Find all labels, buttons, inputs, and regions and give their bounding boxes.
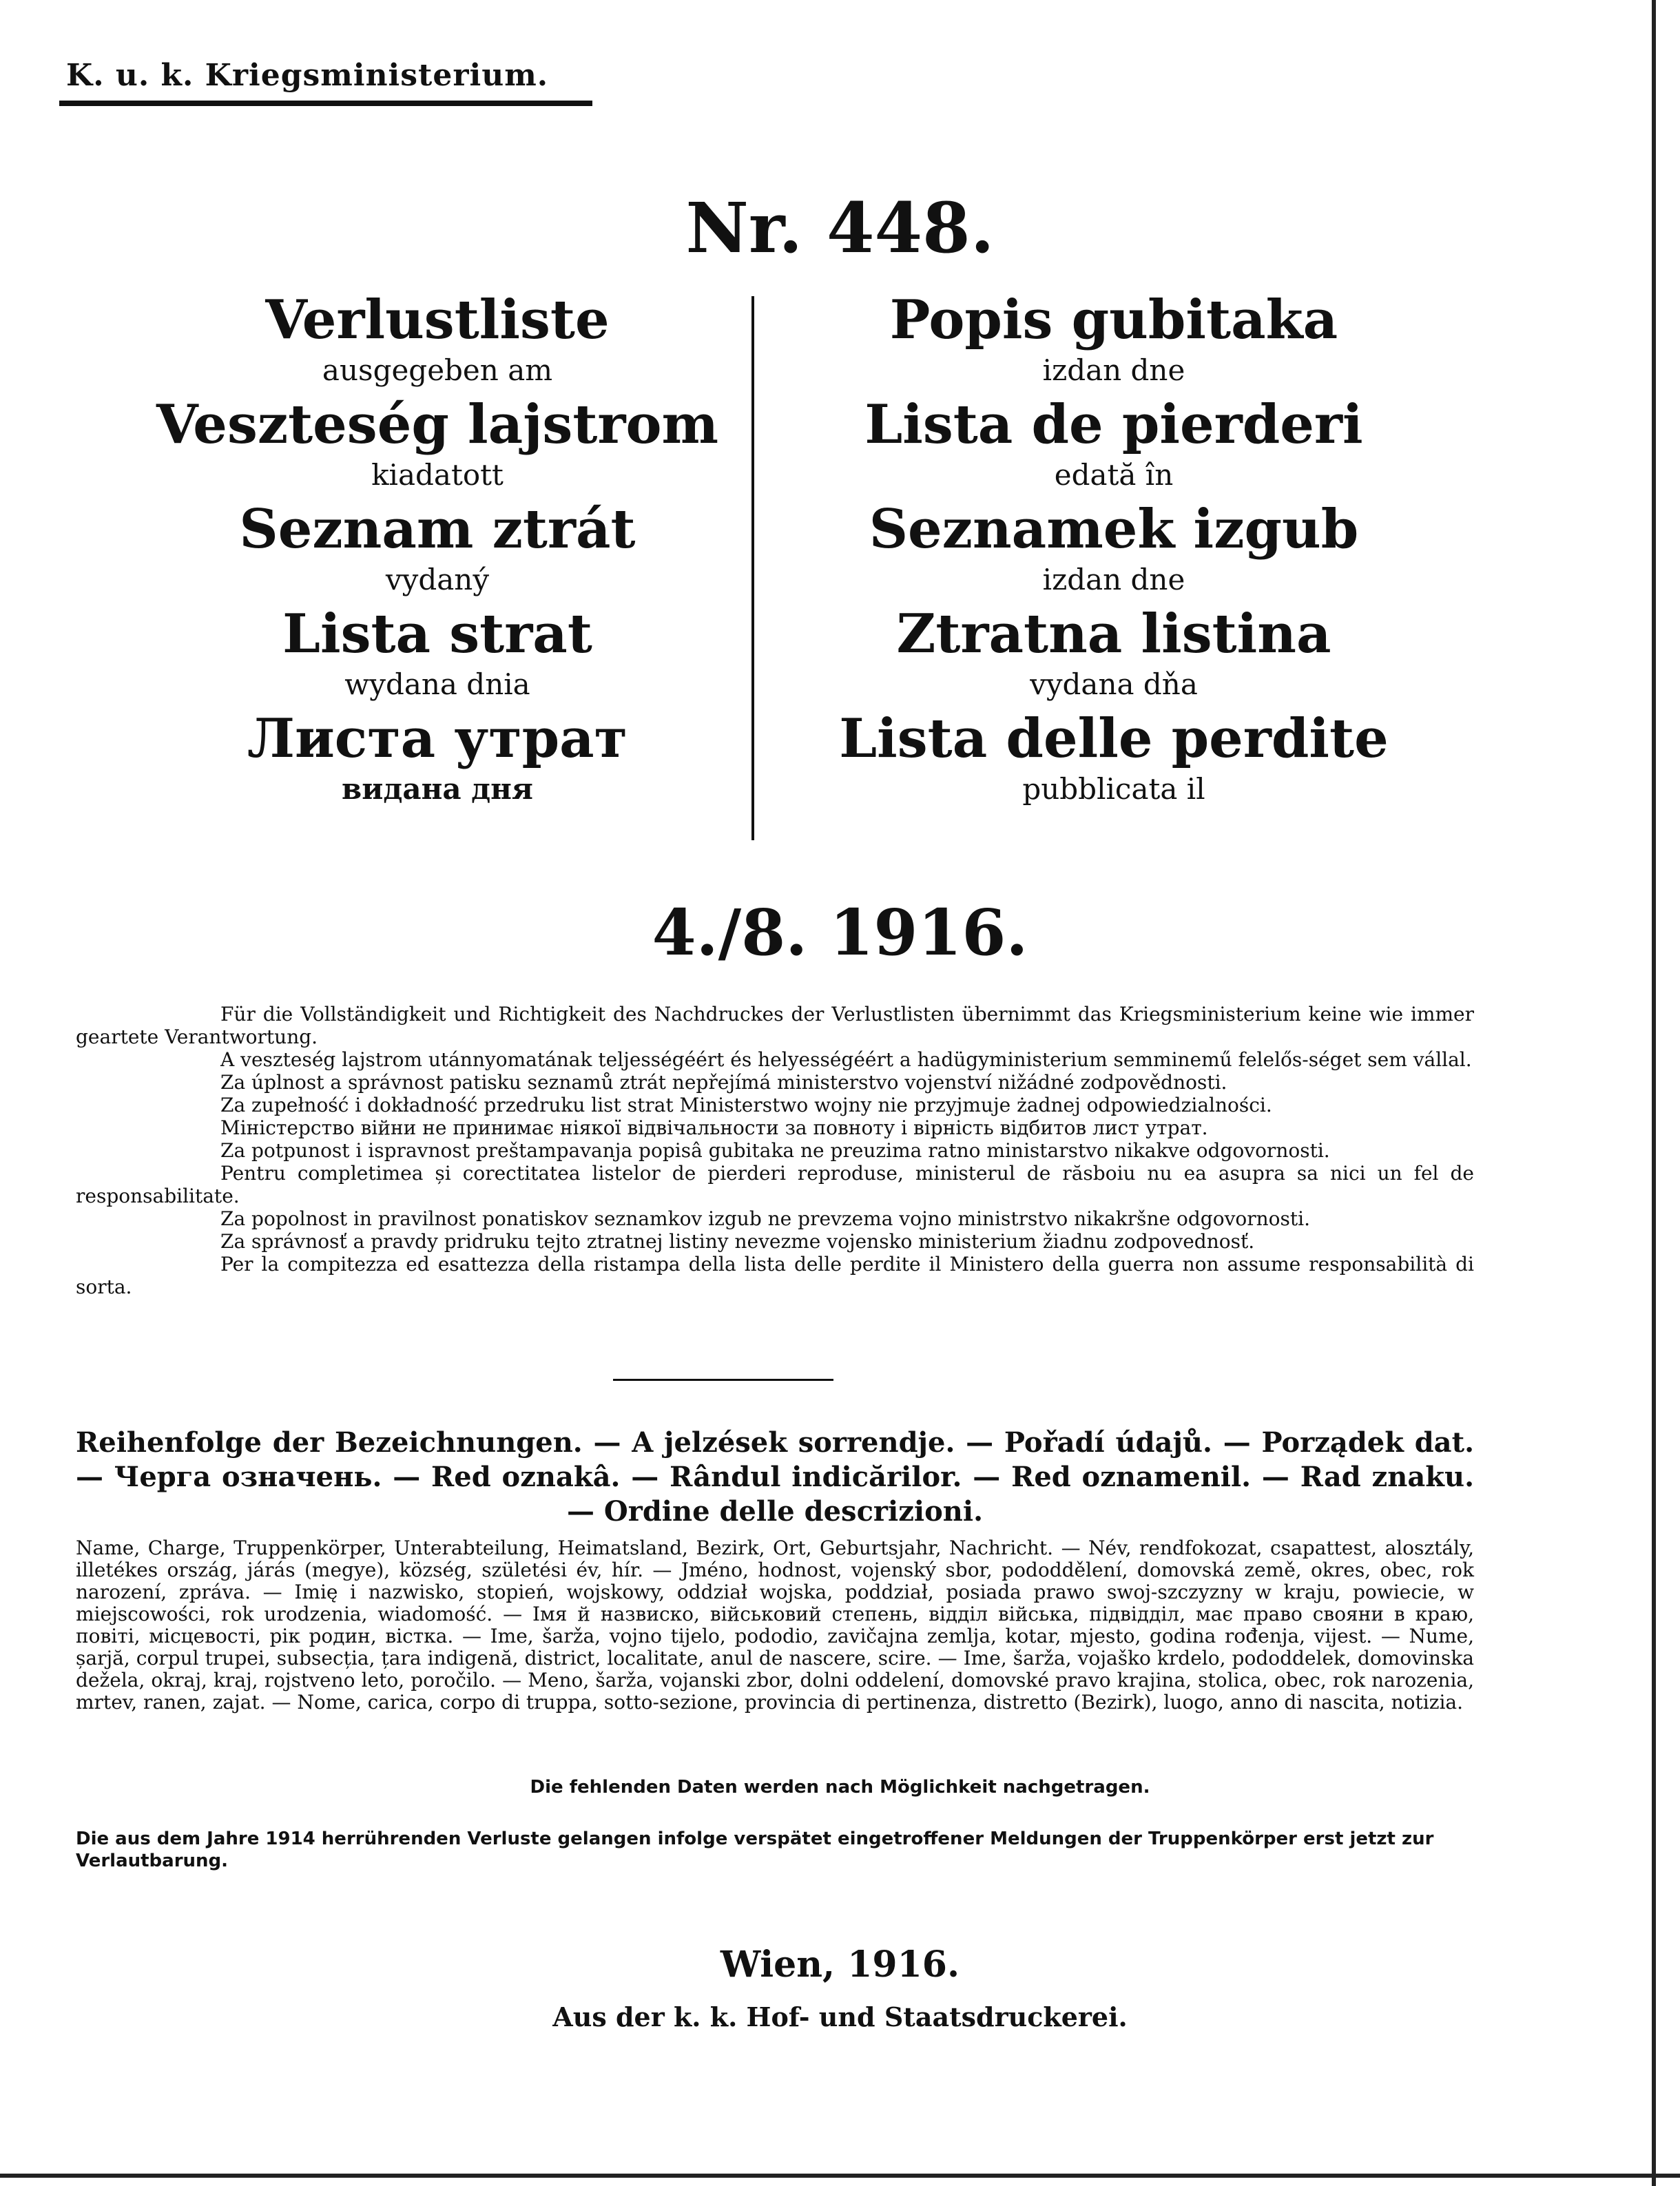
title-slovenian: Seznamek izgub [869,498,1359,561]
title-czech: Seznam ztrát [239,498,636,561]
printer-imprint: Aus der k. k. Hof- und Staatsdruckerei. [552,2001,1128,2032]
order-of-designations-title: Reihenfolge der Bezeichnungen. — A jelzések sorrendje. — Pořadí údajů. — Porządek dat. — Черга означень. — Red oznakâ. — Rândul indicărilor. — Red oznamenil. — Rad znaku. — Ordine delle descrizioni. [76,1426,1474,1528]
title-hungarian: Veszteség lajstrom [156,393,719,456]
subtitle-german: ausgegeben am [322,353,553,387]
disclaimer-paragraph: Za správnosť a pravdy pridruku tejto ztratnej listiny nevezme vojensko ministerium žiadnu zodpovednosť. [220,1230,1255,1253]
title-ruthenian: Листа утрат [247,707,628,770]
disclaimer-paragraph: Für die Vollständigkeit und Richtigkeit des Nachdruckes der Verlustlisten übernimmt das Kriegsministerium keine wie immer geartete Verantwortung. [76,1003,1474,1048]
disclaimer-paragraph: Za zupełność i dokładność przedruku list strat Ministerstwo wojny nie przyjmuje żadnej odpowiedzialności. [220,1094,1272,1116]
field-descriptions: Name, Charge, Truppenkörper, Unterabteilung, Heimatsland, Bezirk, Ort, Geburtsjahr, Nachricht. — Név, rendfokozat, csapattest, alosztály, illetékes ország, járás (megye), község, születési év, hír. — Jméno, hodnost, vojenský sbor, pododdělení, domovská země, okres, obec, rok narození, zpráva. — Imię i nazwisko, stopień, wojskowy, oddział wojska, poddział, posiada prawo swoj-szczyzny w kraju, powiecie, w miejscowości, rok urodzenia, wiadomość. — Імя й назвиско, військовий степень, відділ війська, підвідділ, має право свояни в краю, повіті, місцевості, рік родин, вістка. — Ime, šarža, vojno tijelo, pododio, zavičajna zemlja, kotar, mjesto, godina rođenja, vijest. — Nume, șarjă, corpul trupei, subsecția, țara indigenă, district, localitate, anul de nascere, scire. — Ime, šarža, vojaško krdelo, pododdelek, domovinska dežela, okraj, kraj, rojstveno leto, poročilo. — Meno, šarža, vojanski zbor, dolni oddelení, domovské pravo krajina, stolica, obec, rok narozenia, mrtev, ranen, zajat. — Nome, carica, corpo di truppa, sotto-sezione, provincia di pertinenza, distretto (Bezirk), luogo, anno di nascita, notizia. [76,1537,1474,1714]
scan-edge-bottom [0,2174,1680,2178]
title-polish: Lista strat [282,603,592,665]
late-reports-note: Die aus dem Jahre 1914 herrührenden Verluste gelangen infolge verspätet eingetroffener Meldungen der Truppenkörper erst jetzt zur Verlautbarung. [76,1829,1434,1871]
subtitle-czech: vydaný [385,563,490,596]
disclaimer-paragraph: Per la compitezza ed esattezza della ristampa della lista delle perdite il Ministero della guerra non assume responsabilità di sorta. [76,1253,1474,1298]
disclaimer-paragraph: A veszteség lajstrom utánnyomatának teljességéért és helyességéért a hadügyministerium semminemű felelős-séget sem vállal. [220,1048,1472,1071]
list-number: Nr. 448. [685,187,995,269]
subtitle-slovenian: izdan dne [1042,563,1185,596]
title-column-right [769,289,1458,813]
title-croatian: Popis gubitaka [889,289,1338,351]
subtitle-croatian: izdan dne [1042,353,1185,387]
disclaimer-paragraph: Za potpunost i ispravnost preštampavanja popisâ gubitaka ne preuzima ratno ministarstvo nikakve odgovornosti. [220,1139,1330,1162]
subtitle-polish: wydana dnia [344,667,530,701]
disclaimer-paragraph: Za úplnost a správnost patisku seznamů ztrát nepřejímá ministerstvo vojenství nižádné zodpovědnosti. [220,1071,1227,1094]
ministry-header: K. u. k. Kriegsministerium. [66,58,549,93]
title-german: Verlustliste [265,289,610,351]
disclaimer-paragraph: Міністерство війни не принимає ніякої відвічальности за повноту і вірність відбитов лист утрат. [220,1116,1208,1139]
issue-date: 4./8. 1916. [652,895,1028,970]
header-rule [59,101,592,106]
disclaimer-block [76,1003,1474,1298]
title-italian: Lista delle perdite [839,707,1389,770]
place-and-year: Wien, 1916. [720,1944,960,1986]
missing-data-note: Die fehlenden Daten werden nach Möglichkeit nachgetragen. [530,1777,1150,1798]
title-column-left [93,289,782,813]
title-slovak: Ztratna listina [896,603,1331,665]
subtitle-italian: pubblicata il [1022,772,1205,806]
title-romanian: Lista de pierderi [864,393,1363,456]
subtitle-hungarian: kiadatott [371,458,504,492]
scan-edge-right [1652,0,1656,2186]
column-divider [751,296,754,840]
subtitle-ruthenian: видана дня [342,772,533,806]
disclaimer-paragraph: Za popolnost in pravilnost ponatiskov seznamkov izgub ne prevzema vojno ministrstvo nikakršne odgovornosti. [220,1207,1311,1230]
section-divider [613,1379,833,1381]
subtitle-slovak: vydana dňa [1030,667,1198,701]
disclaimer-paragraph: Pentru completimea și corectitatea listelor de pierderi reproduse, ministerul de răsboiu nu ea asupra sa nici un fel de responsabilitate. [76,1162,1474,1207]
subtitle-romanian: edată în [1054,458,1174,492]
